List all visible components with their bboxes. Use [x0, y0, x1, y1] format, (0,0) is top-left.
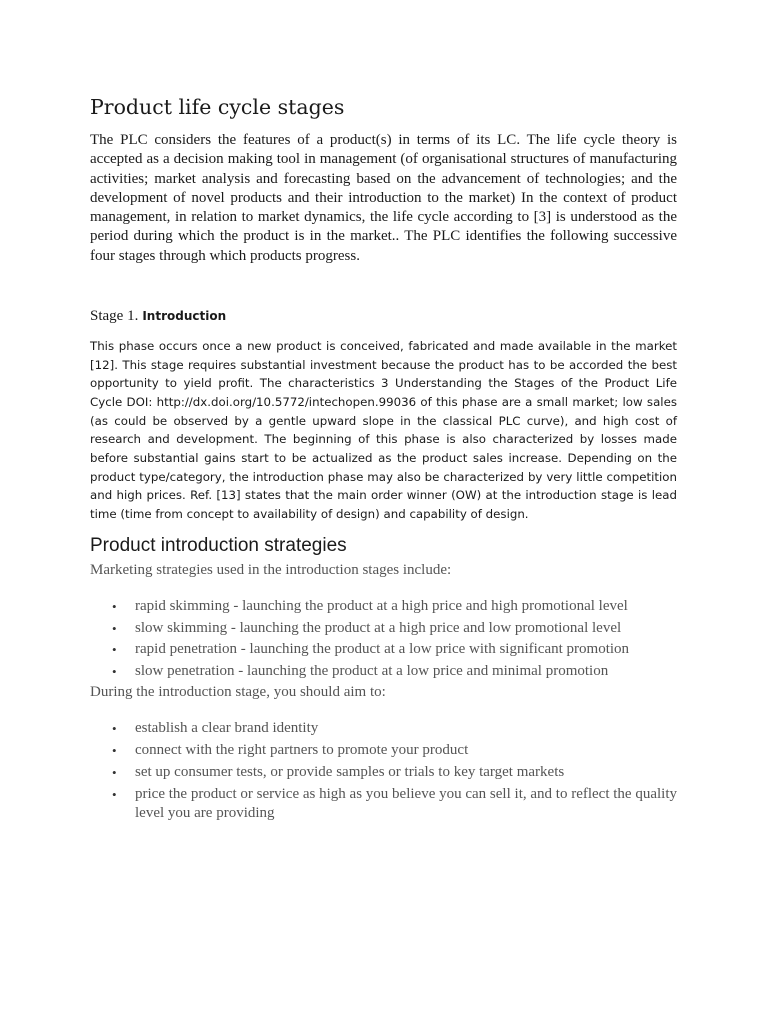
intro-paragraph: The PLC considers the features of a product(s) in terms of its LC. The life cycle theory is accepted as a decision making tool in management (of organisational structures of manufacturing activities; market analysis and forecasting based on the advancement of technologies; and the development of novel products and their introduction to the market) In the context of product management, in relation to market dynamics, the life cycle according to [3] is understood as the period during which the product is in the market.. The PLC identifies the following successive four stages through which products progress.: [90, 132, 677, 264]
list-item: [90, 785, 677, 823]
list-item-text: establish a clear brand identity: [135, 720, 319, 736]
list-item: [90, 619, 677, 638]
strategies-list: [90, 597, 677, 683]
page-title: Product life cycle stages: [90, 95, 345, 119]
list-item-text: price the product or service as high as you believe you can sell it, and to reflect the quality level you are providing: [135, 786, 677, 821]
list-item: [90, 719, 677, 738]
stage-number: Stage 1.: [90, 308, 139, 324]
list-item: [90, 597, 677, 616]
section-heading: Product introduction strategies: [90, 535, 347, 556]
list-item: [90, 741, 677, 760]
strategies-intro: Marketing strategies used in the introduction stages include:: [90, 562, 452, 578]
bullet-icon: •: [112, 721, 117, 736]
bullet-icon: •: [112, 663, 117, 679]
bullet-icon: •: [112, 787, 117, 802]
list-item-text: slow penetration - launching the product at a low price and minimal promotion: [135, 662, 609, 679]
list-item: [90, 662, 677, 681]
bullet-icon: •: [112, 743, 117, 758]
list-item-text: rapid penetration - launching the product at a low price with significant promotion: [135, 641, 630, 658]
list-item: [90, 763, 677, 782]
list-item-text: rapid skimming - launching the product at a high price and high promotional level: [135, 598, 628, 614]
list-item-text: slow skimming - launching the product at a high price and low promotional level: [135, 619, 622, 636]
list-item: [90, 640, 677, 659]
list-item-text: connect with the right partners to promote your product: [135, 742, 469, 758]
stage-heading: [90, 306, 226, 326]
stage-name: Introduction: [142, 309, 227, 323]
list-item-text: set up consumer tests, or provide samples or trials to key target markets: [135, 764, 565, 780]
stage-paragraph: This phase occurs once a new product is conceived, fabricated and made available in the market [12]. This stage requires substantial investment because the product has to be accorded the best opportunity to yield profit. The characteristics 3 Understanding the Stages of the Product Life Cycle DOI: http://dx.doi.org/10.5772/intechopen.99036 of this phase are a small market; low sales (as could be observed by a gentle upward slope in the classical PLC curve), and high cost of research and development. The beginning of this phase is also characterized by losses made before substantial gains start to be actualized as the product sales increase. Depending on the product type/category, the introduction phase may also be characterized by very little competition and high prices. Ref. [13] states that the main order winner (OW) at the introduction stage is lead time (time from concept to availability of design) and capability of design.: [90, 339, 677, 521]
bullet-icon: •: [112, 765, 117, 780]
bullet-icon: •: [112, 599, 117, 614]
bullet-icon: •: [112, 620, 117, 636]
aim-intro: During the introduction stage, you should aim to:: [90, 684, 386, 700]
aims-list: [90, 719, 677, 826]
bullet-icon: •: [112, 642, 117, 658]
